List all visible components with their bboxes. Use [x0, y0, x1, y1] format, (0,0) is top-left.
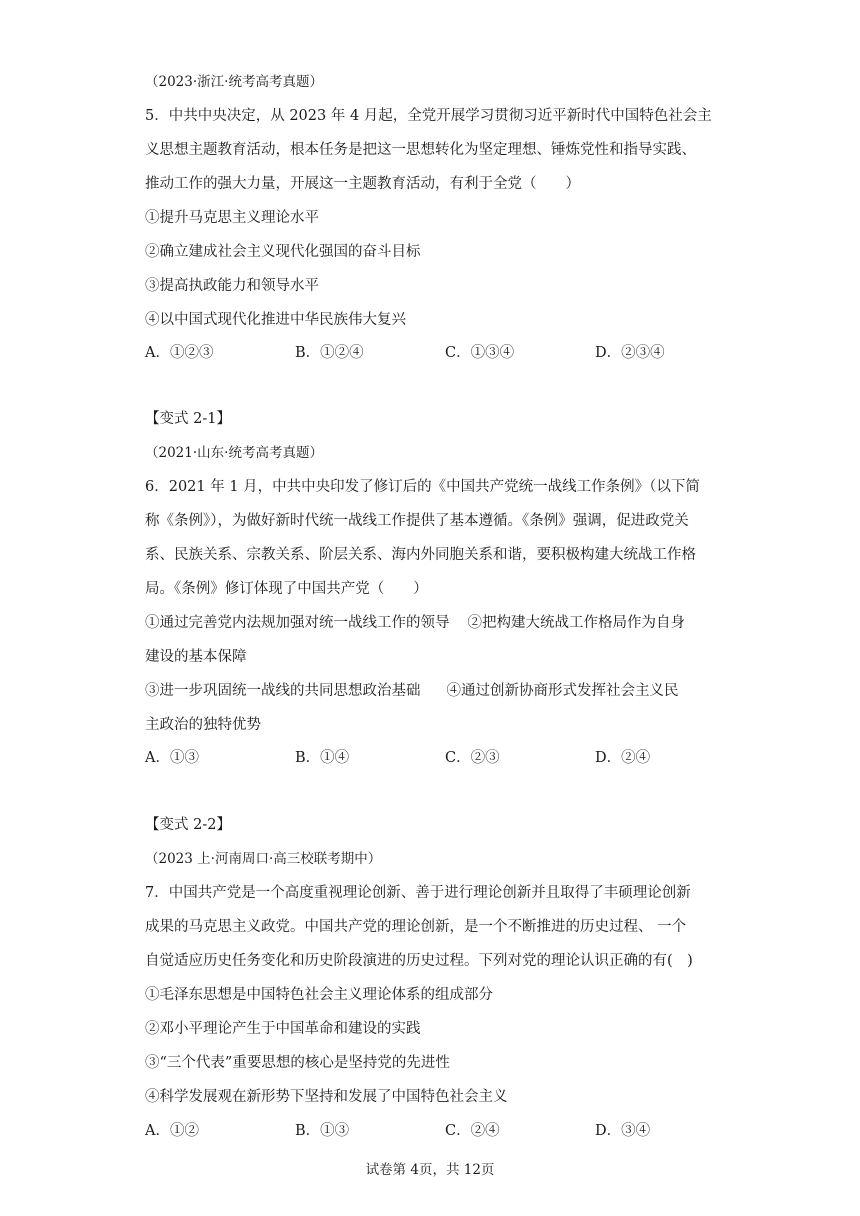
q6-item-4: ④通过创新协商形式发挥社会主义民: [446, 683, 679, 699]
q6-item-2-cont: 建设的基本保障: [145, 649, 247, 665]
q6-item-1: ①通过完善党内法规加强对统一战线工作的领导: [145, 615, 450, 631]
q5-option-b[interactable]: B．①②④: [295, 345, 364, 361]
variant-2-2-heading: 【变式 2-2】: [145, 817, 231, 833]
q7-stem-line-3: 自觉适应历史任务变化和历史阶段演进的历史过程。下列对党的理论认识正确的有( ): [145, 953, 693, 969]
q5-item-3: ③提高执政能力和领导水平: [145, 278, 319, 294]
q6-item-2: ②把构建大统战工作格局作为自身: [467, 615, 685, 631]
q6-option-a[interactable]: A．①③: [145, 750, 199, 766]
q6-source: （2021·山东·统考高考真题）: [145, 445, 323, 461]
q5-option-c[interactable]: C．①③④: [445, 345, 515, 361]
q7-option-d[interactable]: D．③④: [595, 1123, 651, 1139]
q5-options: [145, 343, 745, 363]
q6-items-line-1: [145, 613, 685, 633]
variant-2-1-heading: 【变式 2-1】: [145, 411, 231, 427]
q5-source: （2023·浙江·统考高考真题）: [145, 74, 323, 90]
q6-item-3: ③进一步巩固统一战线的共同思想政治基础: [145, 683, 421, 699]
q5-item-2: ②确立建成社会主义现代化强国的奋斗目标: [145, 244, 421, 260]
q5-item-4: ④以中国式现代化推进中华民族伟大复兴: [145, 312, 406, 328]
q5-option-a[interactable]: A．①②③: [145, 345, 214, 361]
q5-item-1: ①提升马克思主义理论水平: [145, 210, 319, 226]
q6-option-c[interactable]: C．②③: [445, 750, 500, 766]
q7-item-2: ②邓小平理论产生于中国革命和建设的实践: [145, 1021, 421, 1037]
q7-stem-line-1: 7．中国共产党是一个高度重视理论创新、善于进行理论创新并且取得了丰硕理论创新: [145, 885, 691, 901]
q6-option-d[interactable]: D．②④: [595, 750, 651, 766]
q7-options: [145, 1121, 745, 1141]
q7-item-4: ④科学发展观在新形势下坚持和发展了中国特色社会主义: [145, 1089, 508, 1105]
q7-stem-line-2: 成果的马克思主义政党。中国共产党的理论创新，是一个不断推进的历史过程、 一个: [145, 919, 687, 935]
page-footer: 试卷第 4页，共 12页: [365, 1162, 495, 1178]
q5-stem-line-3: 推动工作的强大力量，开展这一主题教育活动，有利于全党（ ）: [145, 176, 580, 192]
q6-stem-line-1: 6．2021 年 1 月，中共中央印发了修订后的《中国共产党统一战线工作条例》（以下简: [145, 479, 700, 495]
q7-item-3: ③“三个代表”重要思想的核心是坚持党的先进性: [145, 1055, 450, 1071]
q6-stem-line-2: 称《条例》），为做好新时代统一战线工作提供了基本遵循。《条例》强调，促进政党关: [145, 513, 689, 529]
q5-option-d[interactable]: D．②③④: [595, 345, 665, 361]
q6-items-line-3: [145, 681, 679, 701]
q6-stem-line-3: 系、民族关系、宗教关系、阶层关系、海内外同胞关系和谐，要积极构建大统战工作格: [145, 547, 696, 563]
q7-option-a[interactable]: A．①②: [145, 1123, 199, 1139]
q6-item-4-cont: 主政治的独特优势: [145, 717, 261, 733]
q7-option-b[interactable]: B．①③: [295, 1123, 350, 1139]
q5-stem-line-1: 5．中共中央决定，从 2023 年 4 月起，全党开展学习贯彻习近平新时代中国特色社会主: [145, 108, 712, 124]
q7-item-1: ①毛泽东思想是中国特色社会主义理论体系的组成部分: [145, 987, 493, 1003]
q5-stem-line-2: 义思想主题教育活动，根本任务是把这一思想转化为坚定理想、锤炼党性和指导实践、: [145, 142, 696, 158]
q6-stem-line-4: 局。《条例》修订体现了中国共产党（ ）: [145, 581, 428, 597]
q7-option-c[interactable]: C．②④: [445, 1123, 500, 1139]
q7-source: （2023 上·河南周口·高三校联考期中）: [145, 851, 382, 867]
q6-option-b[interactable]: B．①④: [295, 750, 350, 766]
q6-options: [145, 748, 745, 768]
